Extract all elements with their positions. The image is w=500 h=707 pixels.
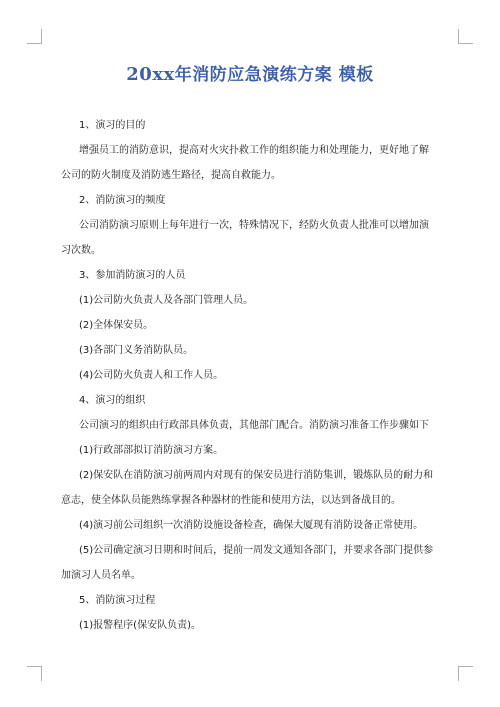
document-line: 3、参加消防演习的人员	[79, 270, 186, 281]
document-line: (4)公司防火负责人和工作人员。	[79, 370, 224, 381]
page-corner-mark-top-left	[27, 29, 42, 44]
document-line: 加演习人员名单。	[61, 570, 141, 581]
document-line: 公司演习的组织由行政部具体负责，其他部门配合。消防演习准备工作步骤如下	[79, 420, 429, 431]
document-line: 1、演习的目的	[79, 120, 146, 131]
document-line: 5、消防演习过程	[79, 595, 156, 606]
document-line: (1)行政部部拟订消防演习方案。	[79, 445, 224, 456]
document-line: 4、演习的组织	[79, 395, 146, 406]
document-line: (1)公司防火负责人及各部门管理人员。	[79, 295, 254, 306]
document-line: (4)演习前公司组织一次消防设施设备检查，确保大厦现有消防设备正常使用。	[79, 520, 424, 531]
document-body	[61, 113, 441, 638]
document-line: (3)各部门义务消防队员。	[79, 345, 194, 356]
document-line: (2)全体保安员。	[79, 320, 154, 331]
document-line: 公司消防演习原则上每年进行一次，特殊情况下，经防火负责人批准可以增加演	[79, 220, 429, 231]
page-corner-mark-top-right	[458, 29, 473, 44]
document-line: (2)保安队在消防演习前两周内对现有的保安员进行消防集训，锻炼队员的耐力和	[79, 470, 434, 481]
document-line: (1)报警程序(保安队负责)。	[79, 620, 201, 631]
title-text: 年消防应急演练方案 模板	[174, 65, 374, 85]
document-line: 增强员工的消防意识，提高对火灾扑救工作的组织能力和处理能力，更好地了解	[79, 145, 429, 156]
document-title	[0, 60, 500, 85]
title-number: 20xx	[126, 64, 175, 85]
document-line: 习次数。	[61, 245, 101, 256]
document-line: 2、消防演习的频度	[79, 195, 166, 206]
page-corner-mark-bottom-left	[27, 666, 42, 681]
page-corner-mark-bottom-right	[458, 666, 473, 681]
document-line: 意志，使全体队员能熟练掌握各种器材的性能和使用方法，以达到备战目的。	[61, 495, 401, 506]
document-line: (5)公司确定演习日期和时间后，提前一周发文通知各部门，并要求各部门提供参	[79, 545, 434, 556]
document-line: 公司的防火制度及消防逃生路径，提高自救能力。	[61, 170, 281, 181]
